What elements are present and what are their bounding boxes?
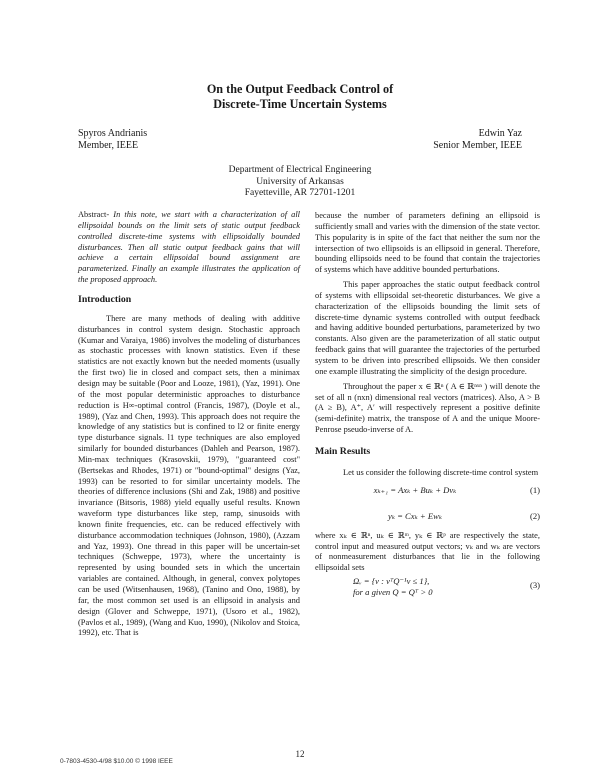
equation-line-1: Ωᵥ = {v : vᵀQ⁻¹v ≤ 1}, <box>353 576 430 587</box>
affiliation-dept: Department of Electrical Engineering <box>228 165 372 175</box>
affiliation-university: University of Arkansas <box>256 176 344 187</box>
equation-1 <box>315 479 540 505</box>
abstract-label: Abstract- <box>78 210 110 219</box>
section-heading-main-results: Main Results <box>315 445 371 457</box>
equation-expression <box>353 576 513 598</box>
intro-paragraph: There are many methods of dealing with additive disturbances in control system design. Stochastic approach (Kumar and Varaiya, 1986) involves the modeling of disturbances as stochastic processes with known statistics. Even if these statistics are not exactly known but the needed moments (usually the first two) lie in closed and compact sets, then a minimax design may be suitable (Poor and Looze, 1981), (Yaz, 1991). One of the most popular deterministic approaches to disturbance reduction is H∞-optimal control (Francis, 1987), (Doyle et al., 1989), (Yaz and Chen, 1993). This approach does not require the knowledge of any statistics but is confined to l2 or finite energy type disturbance signals. l1 type techniques are also employed similarly for bounded disturbances (Dahleh and Pearson, 1987). Min-max techniques (Krasovskii, 1979), "guaranteed cost" (Bertsekas and Rhodes, 1971) or "bound-optimal" designs (Yaz, 1993) can be resorted to for similar uncertainty models. The theories of difference inclusions (Shi and Zak, 1988) and positive invariance (Bitsoris, 1988) yield equally useful results. Known waveform type disturbances like step, ramp, sinusoids with known finite frequencies, etc. can be reduced effectively with disturbance accommodation techniques (Johnson, 1980), (Azzam and Yaz, 1993). One thread in this paper will be uncertain-set techniques (Schweppe, 1973), where the uncertainty is represented by using bounded sets in which the uncertain variables are contained. Although, in general, convex polytopes can be used (Witsenhausen, 1968), (Tanino and Ono, 1988), by far, the most common set used is an ellipsoid in analysis and design (Glover and Schweppe, 1971), (Usoro et al., 1982), (Pavlos et al., 1989), (Wang and Kuo, 1990), (Nikolov and Stoica, 1992), etc. That is <box>78 313 300 638</box>
equation-line-2: for a given Q = Qᵀ > 0 <box>353 587 433 598</box>
equation-number: (2) <box>529 510 540 521</box>
affiliation-city: Fayetteville, AR 72701-1201 <box>244 188 356 198</box>
notation-paragraph: Throughout the paper x ∈ ℝⁿ ( A ∈ ℝⁿˣⁿ ) will denote the set of all n (nxn) dimensional real vectors (matrices). Also, A > B (A ≥ B), A⁺, A′ will respectively represent a positive definite (semi-definite) matrix, the transpose of A and the unique Moore-Penrose pseudo-inverse of A. <box>315 381 540 435</box>
right-column <box>315 211 540 608</box>
copyright-code: 0-7803-4530-4/98 $10.00 © 1998 IEEE <box>60 758 173 765</box>
equation-expression: yₖ = Cxₖ + Ewₖ <box>388 510 442 521</box>
author-rank: Member, IEEE <box>78 140 139 151</box>
body-paragraph: where xₖ ∈ ℝⁿ, uₖ ∈ ℝᵐ, yₖ ∈ ℝᵖ are respectively the state, control input and measured output vectors; vₖ and wₖ are vectors of nonmeasurement disturbances that lie in the following ellipsoidal sets <box>315 530 540 573</box>
equation-3 <box>315 574 540 608</box>
body-paragraph: Let us consider the following discrete-time control system <box>343 467 539 477</box>
equation-number: (3) <box>529 580 540 591</box>
author-name: Edwin Yaz <box>478 128 522 139</box>
paper-title-line-2: Discrete-Time Uncertain Systems <box>213 97 387 111</box>
body-paragraph: This paper approaches the static output feedback control of systems with ellipsoidal set-theoretic disturbances. We give a characterization of the ellipsoids bounding the limit sets of discrete-time dynamic systems controlled with output feedback and having additive bounded perturbations, parameterized by two constants. Also given are the parameterization of all static output feedback gains that will guarantee the trajectories of the perturbed system to be driven into prescribed ellipsoids. We then consider one example illustrating the simplicity of the design procedure. <box>315 280 540 376</box>
author-name: Spyros Andrianis <box>78 128 148 139</box>
equation-expression: xₖ₊₁ = Axₖ + Buₖ + Dvₖ <box>373 484 457 495</box>
author-rank: Senior Member, IEEE <box>433 140 522 151</box>
affiliation <box>0 165 600 200</box>
equation-number: (1) <box>529 484 540 495</box>
author-1 <box>78 128 147 152</box>
author-2 <box>433 128 522 152</box>
left-column <box>78 210 300 639</box>
abstract-text: In this note, we start with a characterization of all ellipsoidal bounds on the limit sets of static output feedback controlled discrete-time systems with ellipsoidally bounded disturbances. Then all static output feedback gains that will achieve a certain ellipsoidal bound assignment are parameterized. Finally an example illustrates the application of the proposed approach. <box>78 210 300 285</box>
equation-2 <box>315 505 540 531</box>
body-paragraph: because the number of parameters defining an ellipsoid is sufficiently small and varies with the dimension of the state vector. This popularity is in spite of the fact that neither the sum nor the intersection of two ellipsoids is an ellipsoid in general. Therefore, bounding ellipsoids need to be found that contain the trajectories of systems which have additive bounded perturbations. <box>315 211 540 275</box>
abstract <box>78 210 300 286</box>
section-heading-introduction: Introduction <box>78 293 132 305</box>
paper-title-line-1: On the Output Feedback Control of <box>206 82 394 96</box>
paper-title <box>0 82 600 112</box>
page-number: 12 <box>295 749 305 759</box>
